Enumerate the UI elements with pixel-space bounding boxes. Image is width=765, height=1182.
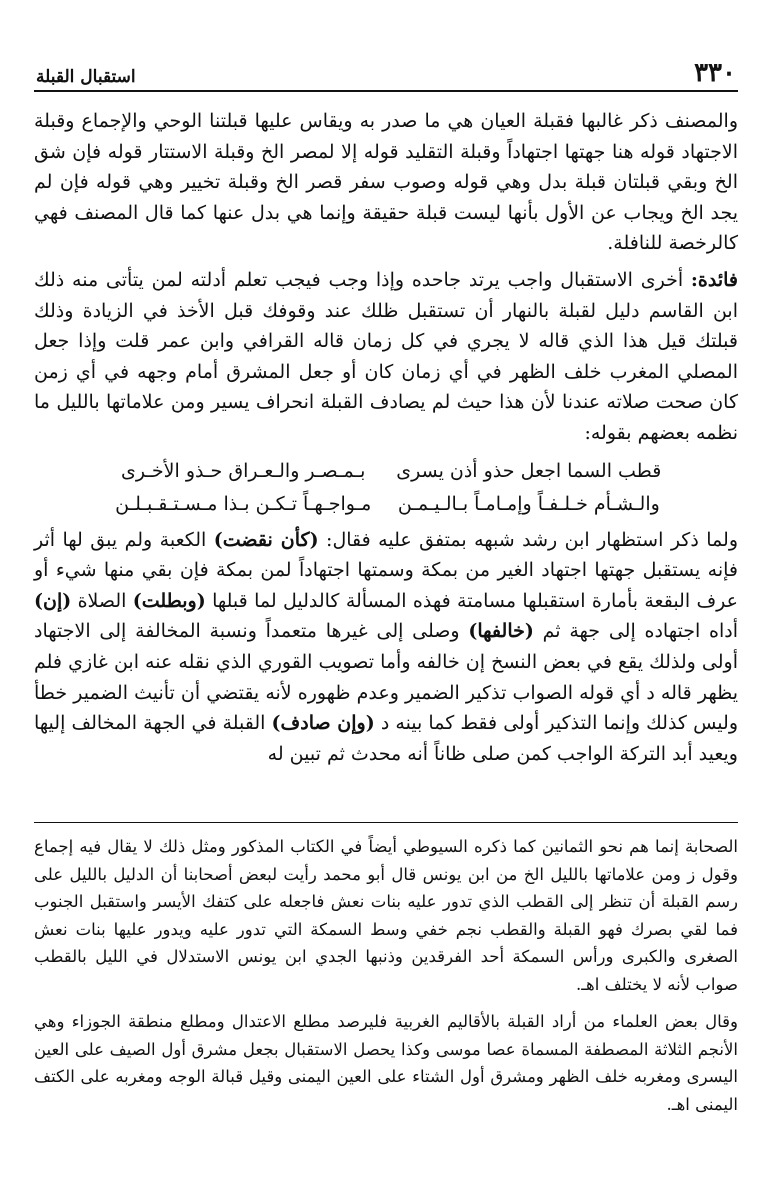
matn-quote: (إن) [34, 589, 72, 612]
text-segment: الكعبة ولم يبق لها أثر فإنه يستقبل جهتها اجتهاد الغير من بمكة وسمتها اجتهاداً لمن بمكة فإن بقي منها شيء أو عرف البقعة بأمارة استقبلها مسامتة فهذه المسألة كالدليل لما قبلها [34, 528, 738, 612]
matn-quote: (وبطلت) [132, 589, 206, 612]
text-segment: القبلة في الجهة المخالف إليها ويعيد أبد التركة الواجب كمن صلى ظاناً أنه محدث ثم تبين له [34, 712, 738, 765]
matn-quote: (خالفها) [468, 620, 534, 643]
text-segment: الصلاة [77, 589, 127, 612]
running-title: استقبال القبلة [36, 67, 136, 87]
paragraph-3 [34, 525, 738, 770]
verse-second-hemistich: مـواجـهـاً تـكـن بـذا مـسـتـقـبـلـن [115, 492, 372, 515]
verse-first-hemistich: قطب السما اجعل حذو أذن يسرى [396, 459, 662, 482]
text-segment: أداه اجتهاده إلى جهة ثم [542, 620, 738, 643]
main-text [34, 106, 738, 769]
verse-first-hemistich: والـشـأم خـلـفـاً وإمـامـاً بـالـيـمـن [397, 492, 660, 515]
matn-quote: (كأن نقضت) [213, 528, 319, 551]
verse-second-hemistich: بـمـصـر والـعـراق حـذو الأخـرى [121, 459, 366, 482]
paragraph-2-text: أخرى الاستقبال واجب يرتد جاحده وإذا وجب فيجب تعلم أدلته لمن يتأتى منه ذلك ابن القاسم دليل لقبلة بالنهار أن تستقبل ظلك عند وقوفك قبل الأخذ في الزيادة وذلك قبلتك قيل هذا الذي قاله لا يجري في كل زمان قاله القرافي وابن عمر قلت وإذا جعل المصلي المغرب خلف الظهر في أي زمان كان أو جعل المشرق أمام وجهه في أي زمن كان صحت صلاته عندنا لأن هذا حيث لم يصادف القبلة انحراف يسير ومن علاماتها بالليل ما نظمه بعضهم بقوله: [34, 268, 738, 444]
footnotes [34, 822, 738, 1118]
text-segment: وصلى إلى غيرها متعمداً ونسبة المخالفة إلى الاجتهاد أولى ولذلك يقع في بعض النسخ إن خالفه وأما تصويب القوري الذي نقله عنه ابن غازي فلم يظهر قاله د أي قوله الصواب تذكير الضمير وعدم ظهوره لأنه يقتضي أن تأنيث الضمير خطأ وليس كذلك وإنما التذكير أولى فقط كما بينه د [34, 620, 738, 735]
page [34, 52, 738, 769]
poem [106, 455, 666, 521]
paragraph-2 [34, 265, 738, 449]
footnote-divider [34, 822, 738, 823]
faida-label: فائدة: [690, 268, 738, 291]
footnote-paragraph-2: وقال بعض العلماء من أراد القبلة بالأقاليم الغربية فليرصد مطلع الاعتدال ومطلع منطقة الجوزاء وهي الأنجم الثلاثة المصطفة المسماة عصا موسى وكذا يحصل الاستقبال بجعل مشرق أول الصيف على العين اليسرى ومغربه خلف الظهر ومشرق أول الشتاء على العين اليمنى وقيل قبالة الوجه ومغربه على الكتف اليمنى اهـ. [34, 1012, 738, 1114]
page-header [34, 52, 738, 92]
footnote-paragraph-1: الصحابة إنما هم نحو الثمانين كما ذكره السيوطي أيضاً في الكتاب المذكور ومثل ذلك لا يقال فيه إجماع وقول ز ومن علاماتها بالليل الخ من ابن يونس قال أبو محمد رأيت لبعض أصحابنا أن الدليل بالليل على رسم القبلة أن تنظر إلى القطب الذي تدور عليه بنات نعش فاجعله على كتفك الأيسر واستقبل الجنوب فما لقي بصرك فهو القبلة والقطب نجم خفي وسط السمكة التي تدور عليه ويدور عليها بنات نعش الصغرى والكبرى ورأس السمكة أحد الفرقدين وذنبها الجدي ابن يونس الاستدلال في الليل بالقطب صواب لأنه لا يختلف اهـ. [34, 837, 738, 994]
text-segment: ولما ذكر استظهار ابن رشد شبهه بمتفق عليه فقال: [326, 528, 738, 551]
poem-verse [106, 455, 666, 488]
page-number: ٣٣٠ [694, 58, 736, 88]
paragraph-1: والمصنف ذكر غالبها فقبلة العيان هي ما صدر به ويقاس عليها قبلتنا الوحي والإجماع وقبلة الاجتهاد قوله هنا جهتها اجتهاداً وقبلة التقليد قوله إلا لمصر الخ وقبلة الاستتار قوله فإن شق الخ وبقي قبلتان قبلة بدل وهي قوله وصوب سفر قصر الخ وقبلة تخيير وهي قوله فإن لم يجد الخ ويجاب عن الأول بأنها ليست قبلة حقيقة وإنما هي بدل عنها كما قال المصنف فهي كالرخصة للنافلة. [34, 110, 739, 255]
matn-quote: (وإن صادف) [271, 712, 375, 735]
poem-verse [106, 488, 666, 521]
